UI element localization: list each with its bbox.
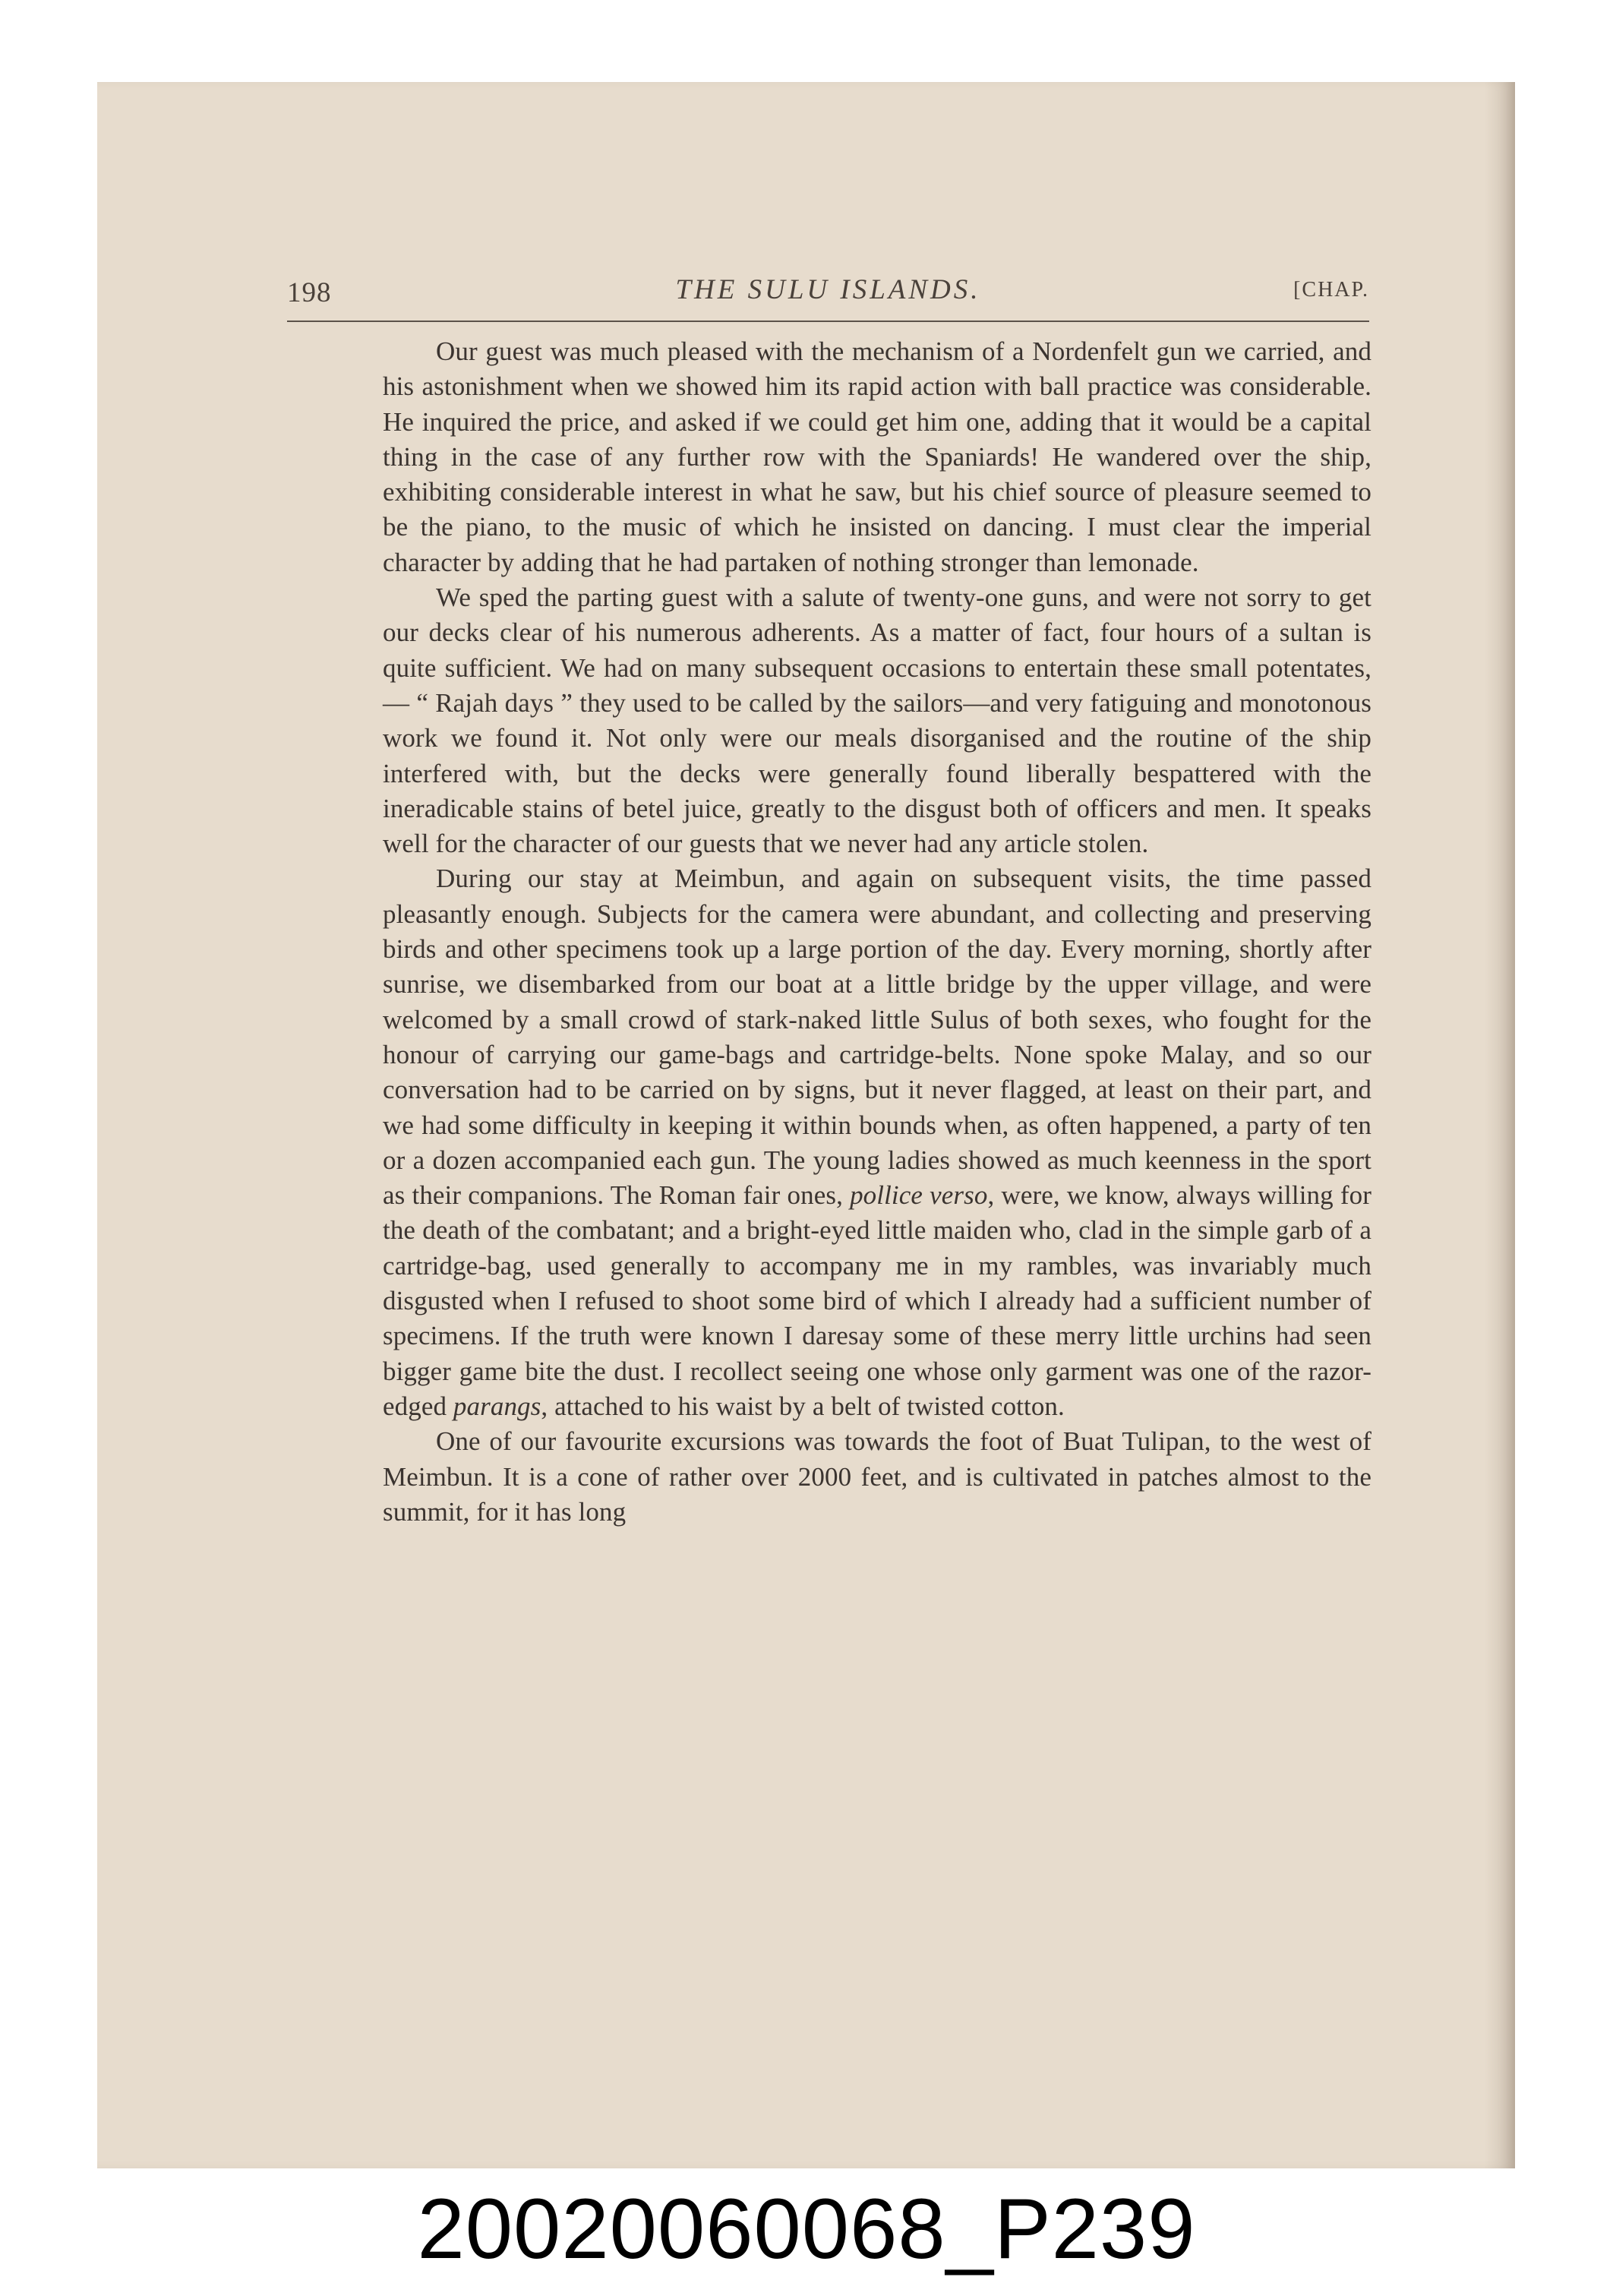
text-segment: , attached to his waist by a belt of twisted cotton. [541, 1391, 1065, 1421]
text-segment: We sped the parting guest with a salute of twenty-one guns, and were not sorry to get our decks clear of his numerous adherents. As a matter of fact, four hours of a sultan is quite sufficient. We had on many subsequent occasions to entertain these small potentates,— “ Rajah days ” they used to be called by the sailors—and very fatiguing and monotonous work we found it. Not only were our meals disorganised and the routine of the ship interfered with, but the decks were generally found liberally bespattered with the ineradicable stains of betel juice, greatly to the disgust both of officers and men. It speaks well for the character of our guests that we never had any article stolen. [383, 583, 1372, 859]
running-title: THE SULU ISLANDS. [675, 274, 981, 305]
paragraph [383, 334, 1372, 580]
text-segment: During our stay at Meimbun, and again on subsequent visits, the time passed pleasantly enough. Subjects for the camera were abundant, and collecting and preserving birds and other specimens took up a large portion of the day. Every morning, shortly after sunrise, we disembarked from our boat at a little bridge by the upper village, and were welcomed by a small crowd of stark-naked little Sulus of both sexes, who fought for the honour of carrying our game-bags and cartridge-belts. None spoke Malay, and so our conversation had to be carried on by signs, but it never flagged, at least on their part, and we had some difficulty in keeping it within bounds when, as often happened, a party of ten or a dozen accompanied each gun. The young ladies showed as much keenness in the sport as their companions. The Roman fair ones, [383, 864, 1372, 1211]
paragraph [383, 580, 1372, 861]
paragraph [383, 861, 1372, 1424]
catalog-label: 20020060068_P239 [417, 2181, 1196, 2276]
text-segment: , were, we know, always willing for the death of the combatant; and a bright-eyed little maiden who, clad in the simple garb of a cartridge-bag, used generally to accompany me in my rambles, was invariably much disgusted when I refused to shoot some bird of which I already had a sufficient number of specimens. If the truth were known I daresay some of these merry little urchins had seen bigger game bite the dust. I recollect seeing one whose only garment was one of the razor-edged [383, 1180, 1372, 1421]
chapter-mark: [CHAP. [1293, 278, 1369, 302]
italic-phrase: parangs [453, 1391, 541, 1421]
text-segment: Our guest was much pleased with the mechanism of a Nordenfelt gun we carried, and his astonishment when we showed him its rapid action with ball practice was considerable. He inquired the price, and asked if we could get him one, adding that it would be a capital thing in the case of any further row with the Spaniards! He wandered over the ship, exhibiting considerable interest in what he saw, but his chief source of pleasure seemed to be the piano, to the music of which he insisted on dancing. I must clear the imperial character by adding that he had partaken of nothing stronger than lemonade. [383, 336, 1372, 577]
italic-phrase: pollice verso [850, 1180, 988, 1211]
page-number: 198 [287, 277, 332, 308]
page-header [287, 273, 1369, 316]
gutter-shadow [1485, 82, 1515, 2168]
text-segment: One of our favourite excursions was towards the foot of Buat Tulipan, to the west of Meimbun. It is a cone of rather over 2000 feet, and is cultivated in patches almost to the summit, for it has long [383, 1426, 1372, 1527]
paragraph [383, 1424, 1372, 1530]
header-rule [287, 321, 1369, 322]
body-text [383, 334, 1372, 1530]
